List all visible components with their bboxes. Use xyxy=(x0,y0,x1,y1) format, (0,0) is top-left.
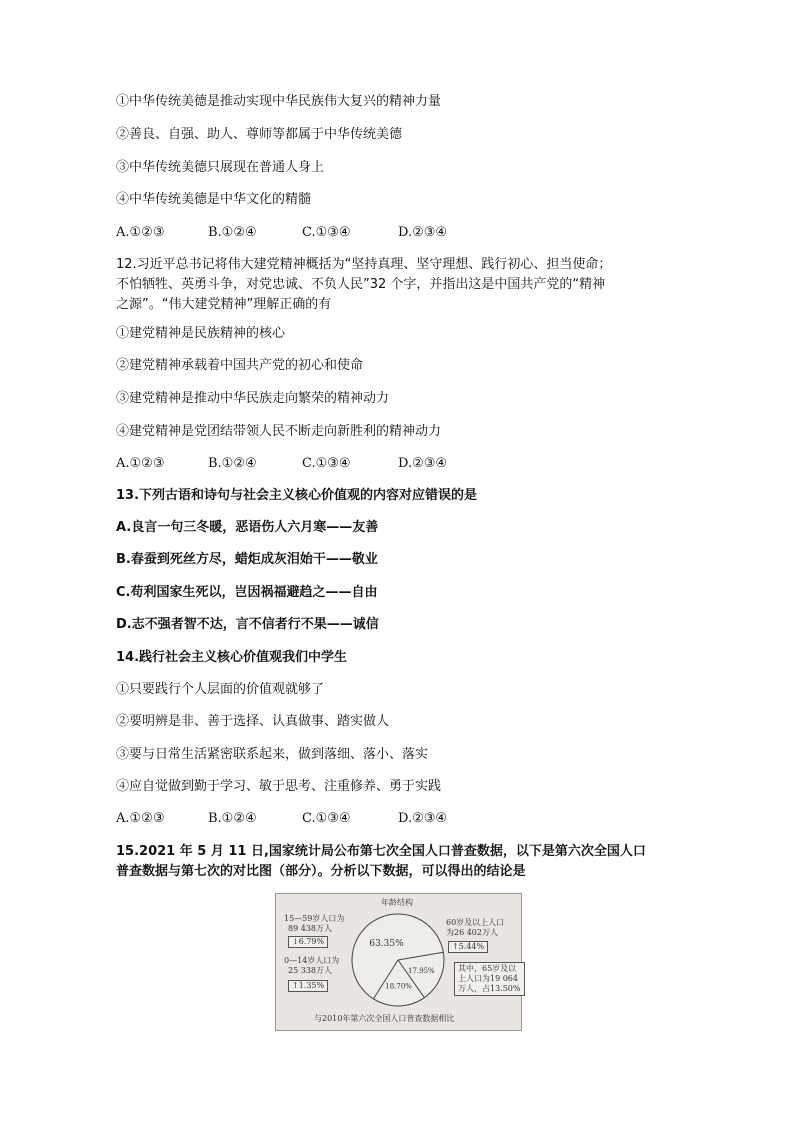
q11-option-b[interactable]: B.①②④ xyxy=(208,225,257,240)
q15-stem-line-1: 15.2021 年 5 月 11 日,国家统计局公布第七次全国人口普查数据，以下是第六次全国人口 xyxy=(116,844,646,859)
right-note-box xyxy=(454,962,525,996)
q12-option-a[interactable]: A.①②③ xyxy=(116,456,165,471)
q15-stem xyxy=(116,842,686,882)
figure-footer: 与2010年第六次全国人口普查数据相比 xyxy=(314,1014,455,1023)
right-note-line-2: 上人口为19 064 xyxy=(458,974,518,983)
q12-stem xyxy=(116,255,686,315)
figure-title: 年龄结构 xyxy=(381,898,413,907)
right-note-line-3: 万人，占13.50% xyxy=(458,984,521,993)
q14-option-d[interactable]: D.②③④ xyxy=(398,811,448,826)
q14-item-1: ①只要践行个人层面的价值观就够了 xyxy=(116,682,325,697)
q12-stem-line-3: 之源”。“伟大建党精神”理解正确的有 xyxy=(116,297,332,312)
right-top-line-2: 为26 402万人 xyxy=(446,928,498,937)
right-top-line-1: 60岁及以上人口 xyxy=(446,918,505,927)
q12-option-d[interactable]: D.②③④ xyxy=(398,456,448,471)
q12-item-2: ②建党精神承载着中国共产党的初心和使命 xyxy=(116,358,364,373)
q14-option-c[interactable]: C.①③④ xyxy=(302,811,351,826)
q14-item-4: ④应自觉做到勤于学习、敏于思考、注重修养、勇于实践 xyxy=(116,779,442,794)
q15-stem-line-2: 普查数据与第七次的对比图（部分）。分析以下数据，可以得出的结论是 xyxy=(116,864,526,879)
pie-label-1: 63.35% xyxy=(369,938,404,949)
census-figure xyxy=(275,893,522,1031)
q11-option-d[interactable]: D.②③④ xyxy=(398,225,448,240)
pie-label-2: 17.95% xyxy=(407,966,435,975)
q11-option-a[interactable]: A.①②③ xyxy=(116,225,165,240)
q12-stem-line-2: 不怕牺牲、英勇斗争，对党忠诚、不负人民”32 个字，并指出这是中国共产党的“精神 xyxy=(116,277,606,292)
right-top-change-badge: ↑5.44% xyxy=(448,941,488,953)
q13-option-a[interactable]: A.良言一句三冬暖，恶语伤人六月寒——友善 xyxy=(116,520,379,535)
q13-option-d[interactable]: D.志不强者智不达，言不信者行不果——诚信 xyxy=(116,617,379,632)
q11-item-3: ③中华传统美德只展现在普通人身上 xyxy=(116,160,325,175)
q12-item-1: ①建党精神是民族精神的核心 xyxy=(116,326,286,341)
q14-stem: 14.践行社会主义核心价值观我们中学生 xyxy=(116,650,348,665)
left-top-line-2: 89 438万人 xyxy=(288,924,332,933)
q11-item-2: ②善良、自强、助人、尊师等都属于中华传统美德 xyxy=(116,127,403,142)
q14-option-a[interactable]: A.①②③ xyxy=(116,811,165,826)
q14-option-b[interactable]: B.①②④ xyxy=(208,811,257,826)
q14-item-2: ②要明辨是非、善于选择、认真做事、踏实做人 xyxy=(116,714,390,729)
left-bottom-line-1: 0—14岁人口为 xyxy=(284,956,340,965)
pie-label-3: 18.70% xyxy=(385,982,412,991)
q12-stem-line-1: 12.习近平总书记将伟大建党精神概括为“坚持真理、坚守理想、践行初心、担当使命； xyxy=(116,257,612,272)
q11-item-1: ①中华传统美德是推动实现中华民族伟大复兴的精神力量 xyxy=(116,94,442,109)
q11-item-4: ④中华传统美德是中华文化的精髓 xyxy=(116,192,312,207)
left-bottom-line-2: 25 338万人 xyxy=(288,966,332,975)
q13-option-c[interactable]: C.苟利国家生死以，岂因祸福避趋之——自由 xyxy=(116,585,378,600)
left-top-line-1: 15—59岁人口为 xyxy=(284,914,345,923)
q12-item-3: ③建党精神是推动中华民族走向繁荣的精神动力 xyxy=(116,391,390,406)
left-bottom-change-badge: ↑1.35% xyxy=(288,980,328,992)
q12-item-4: ④建党精神是党团结带领人民不断走向新胜利的精神动力 xyxy=(116,424,442,439)
q14-item-3: ③要与日常生活紧密联系起来，做到落细、落小、落实 xyxy=(116,747,429,762)
q12-option-b[interactable]: B.①②④ xyxy=(208,456,257,471)
q11-option-c[interactable]: C.①③④ xyxy=(302,225,351,240)
q12-option-c[interactable]: C.①③④ xyxy=(302,456,351,471)
right-note-line-1: 其中，65岁及以 xyxy=(458,964,517,973)
q13-stem: 13.下列古语和诗句与社会主义核心价值观的内容对应错误的是 xyxy=(116,488,478,503)
left-top-change-badge: ↓6.79% xyxy=(288,936,328,948)
q13-option-b[interactable]: B.春蚕到死丝方尽，蜡炬成灰泪始干——敬业 xyxy=(116,552,378,567)
